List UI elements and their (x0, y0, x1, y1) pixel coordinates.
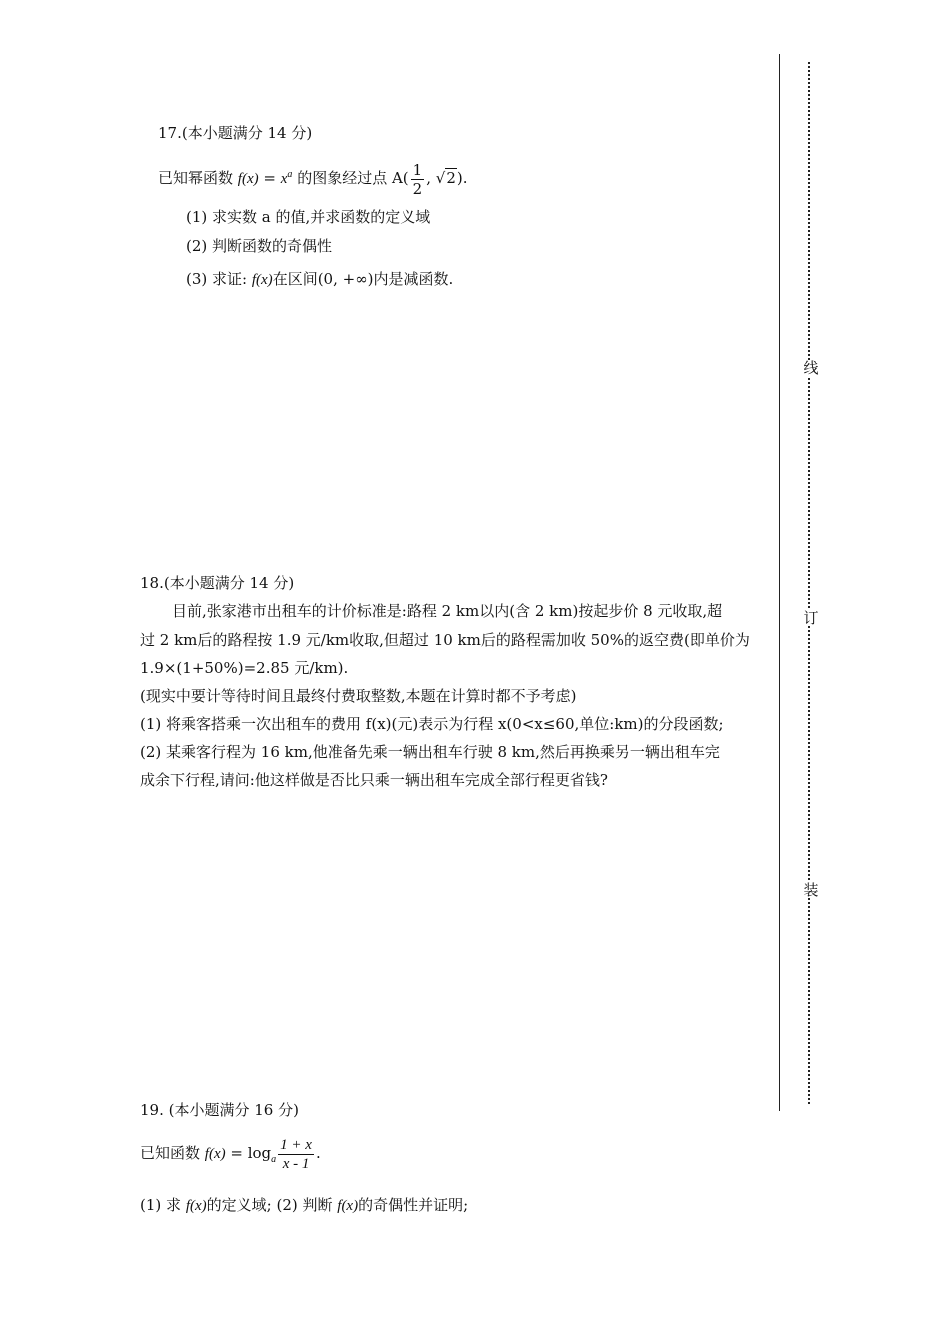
q17-point-num: 1 (412, 160, 423, 179)
q19-den: x - 1 (282, 1155, 310, 1172)
q17-eq: = (258, 169, 281, 187)
q18-part-1: (1) 将乘客搭乘一次出租车的费用 f(x)(元)表示为行程 x(0<x≤60,单位:km)的分段函数; (140, 715, 724, 733)
q17-point-sep: , (426, 169, 436, 187)
q17-stem-mid: 的图象经过点 A( (297, 169, 409, 187)
q19-part-2-post: 的奇偶性并证明; (358, 1196, 469, 1214)
q19-stem-pre: 已知函数 (140, 1144, 201, 1162)
q19-eq: = log (225, 1144, 272, 1162)
q17-f: f (237, 171, 242, 187)
binding-line-char: 线 (803, 359, 819, 377)
q18-part-2b: 成余下行程,请问:他这样做是否比只乘一辆出租车完成全部行程更省钱? (140, 771, 608, 789)
q17-stem-end: ). (456, 169, 468, 187)
q19-parts (140, 1194, 468, 1215)
q18-part-2a: (2) 某乘客行程为 16 km,他准备先乘一辆出租车行驶 8 km,然后再换乘另一辆出租车完 (140, 743, 720, 761)
binding-solid-line (779, 54, 780, 1111)
q18-line-2: 过 2 km后的路程按 1.9 元/km收取,但超过 10 km后的路程需加收 50%的返空费(即单价为 (140, 631, 750, 649)
binding-bind-char: 装 (803, 881, 819, 899)
q18-line-1: 目前,张家港市出租车的计价标准是:路程 2 km以内(含 2 km)按起步价 8 元收取,超 (172, 602, 723, 620)
q17-header: 17.(本小题满分 14 分) (158, 124, 313, 142)
q19-end: . (315, 1144, 321, 1162)
q17-stem-pre: 已知幂函数 (158, 169, 234, 187)
q19-x: (x) (208, 1146, 226, 1162)
q17-xa-exp: a (287, 169, 293, 180)
q18-line-3: 1.9×(1+50%)=2.85 元/km). (140, 659, 349, 677)
q19-num: 1 + x (280, 1136, 312, 1153)
q19-p2-x: (x) (341, 1198, 359, 1214)
q17-part-1: (1) 求实数 a 的值,并求函数的定义域 (186, 208, 431, 226)
q17-x: (x) (241, 171, 259, 187)
q18-note: (现实中要计等待时间且最终付费取整数,本题在计算时都不予考虑) (140, 687, 577, 705)
q17-p3-f: f (251, 272, 257, 288)
q19-f: f (204, 1146, 209, 1162)
q17-p3-x: (x) (256, 272, 273, 288)
q19-part-1-post: 的定义域; (2) 判断 (206, 1196, 333, 1214)
q19-header: 19. (本小题满分 16 分) (140, 1101, 299, 1119)
q17-point-frac (411, 161, 425, 198)
q17-xa-base: x (280, 171, 288, 187)
q17-part-3 (186, 268, 453, 289)
q19-p1-f: f (185, 1198, 190, 1214)
q17-sqrt: √2 (435, 169, 456, 187)
q19-frac (278, 1136, 314, 1173)
q19-log-base: a (271, 1154, 277, 1165)
binding-dotted-line (808, 62, 810, 1104)
binding-staple-char: 订 (803, 609, 819, 627)
q19-part-1-pre: (1) 求 (140, 1196, 182, 1214)
q17-part-3-post: 在区间(0, +∞)内是减函数. (272, 270, 454, 288)
q19-p1-x: (x) (189, 1198, 207, 1214)
q18-header: 18.(本小题满分 14 分) (140, 574, 295, 592)
q17-part-3-pre: (3) 求证: (186, 270, 248, 288)
q17-sqrt-arg: 2 (446, 169, 456, 187)
q17-point-den: 2 (412, 179, 423, 198)
q19-p2-f: f (337, 1198, 342, 1214)
q19-stem (140, 1133, 321, 1180)
q17-part-2: (2) 判断函数的奇偶性 (186, 237, 333, 255)
q17-stem (158, 157, 467, 198)
